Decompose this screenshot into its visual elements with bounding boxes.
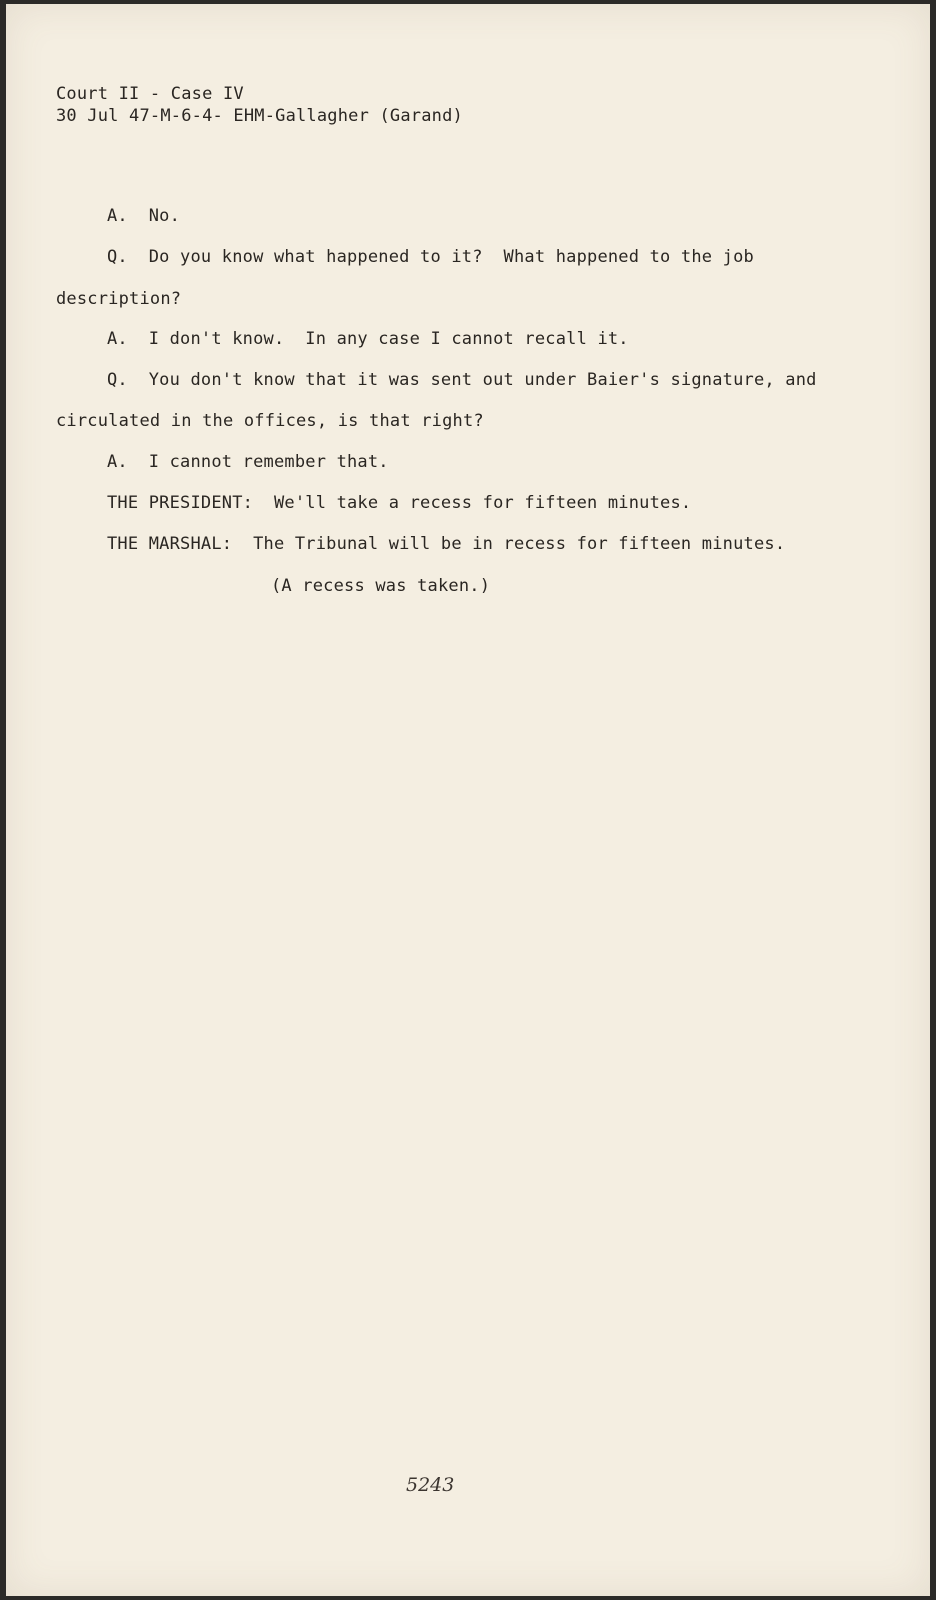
question-line: Q. You don't know that it was sent out under Baier's signature, and xyxy=(107,370,817,390)
header-date-line: 30 Jul 47-M-6-4- EHM-Gallagher (Garand) xyxy=(56,106,463,126)
header-case-line: Court II - Case IV xyxy=(56,84,244,104)
question-line: Q. Do you know what happened to it? What happened to the job xyxy=(107,247,754,267)
question-continuation: circulated in the offices, is that right? xyxy=(56,411,484,431)
answer-line: A. I cannot remember that. xyxy=(107,452,389,472)
recess-note: (A recess was taken.) xyxy=(271,576,491,596)
president-statement: THE PRESIDENT: We'll take a recess for fifteen minutes. xyxy=(107,493,692,513)
question-continuation: description? xyxy=(56,289,182,309)
page-number: 5243 xyxy=(406,1474,455,1496)
answer-line: A. I don't know. In any case I cannot recall it. xyxy=(107,329,629,349)
document-page xyxy=(6,4,930,1596)
marshal-statement: THE MARSHAL: The Tribunal will be in recess for fifteen minutes. xyxy=(107,534,786,554)
answer-line: A. No. xyxy=(107,206,181,226)
